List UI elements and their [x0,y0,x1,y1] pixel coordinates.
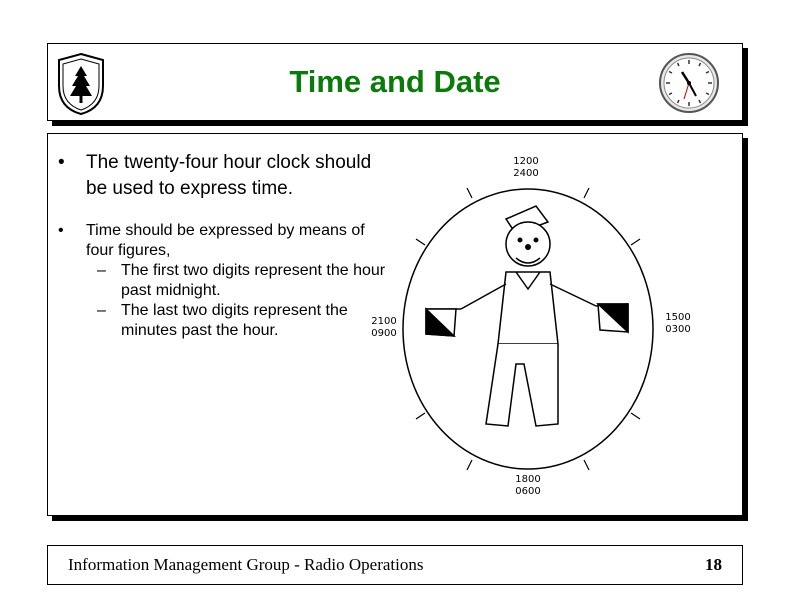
bullet-marker: • [58,222,64,239]
figure-label-left-2: 0900 [371,328,397,339]
figure-label-top-2: 2400 [513,168,539,179]
sub-bullet-marker: – [97,262,106,279]
sailor-semaphore-clock-icon [366,144,691,494]
forest-service-emblem-icon [55,52,107,116]
sub-bullet-text: The last two digits represent the minutes past the hour. [121,302,348,339]
footer-panel [47,545,743,585]
figure-label-bottom-1: 1800 [515,474,541,485]
page-number: 18 [705,555,722,574]
bullet-item [58,221,388,341]
title-panel [47,43,743,121]
figure-label-bottom-2: 0600 [515,486,541,494]
figure-label-left-1: 2100 [371,316,397,327]
body-panel [47,133,743,516]
bullet-text: Time should be expressed by means of four figures, [86,222,365,259]
sub-bullet-marker: – [97,302,106,319]
analog-clock-icon [658,52,720,114]
bullet-text: The twenty-four hour clock should be used to express time. [86,152,372,199]
bullet-item [58,150,388,202]
footer-text: Information Management Group - Radio Operations [68,555,424,574]
sub-bullet-item [86,261,388,301]
page-title: Time and Date [289,64,501,99]
figure-label-top-1: 1200 [513,156,539,167]
sub-bullet-item [86,301,388,341]
figure-label-right-2: 0300 [665,324,691,335]
figure-label-right-1: 1500 [665,312,691,323]
bullet-marker: • [58,152,65,173]
bullet-list [58,150,388,341]
sub-bullet-text: The first two digits represent the hour past midnight. [121,262,386,299]
